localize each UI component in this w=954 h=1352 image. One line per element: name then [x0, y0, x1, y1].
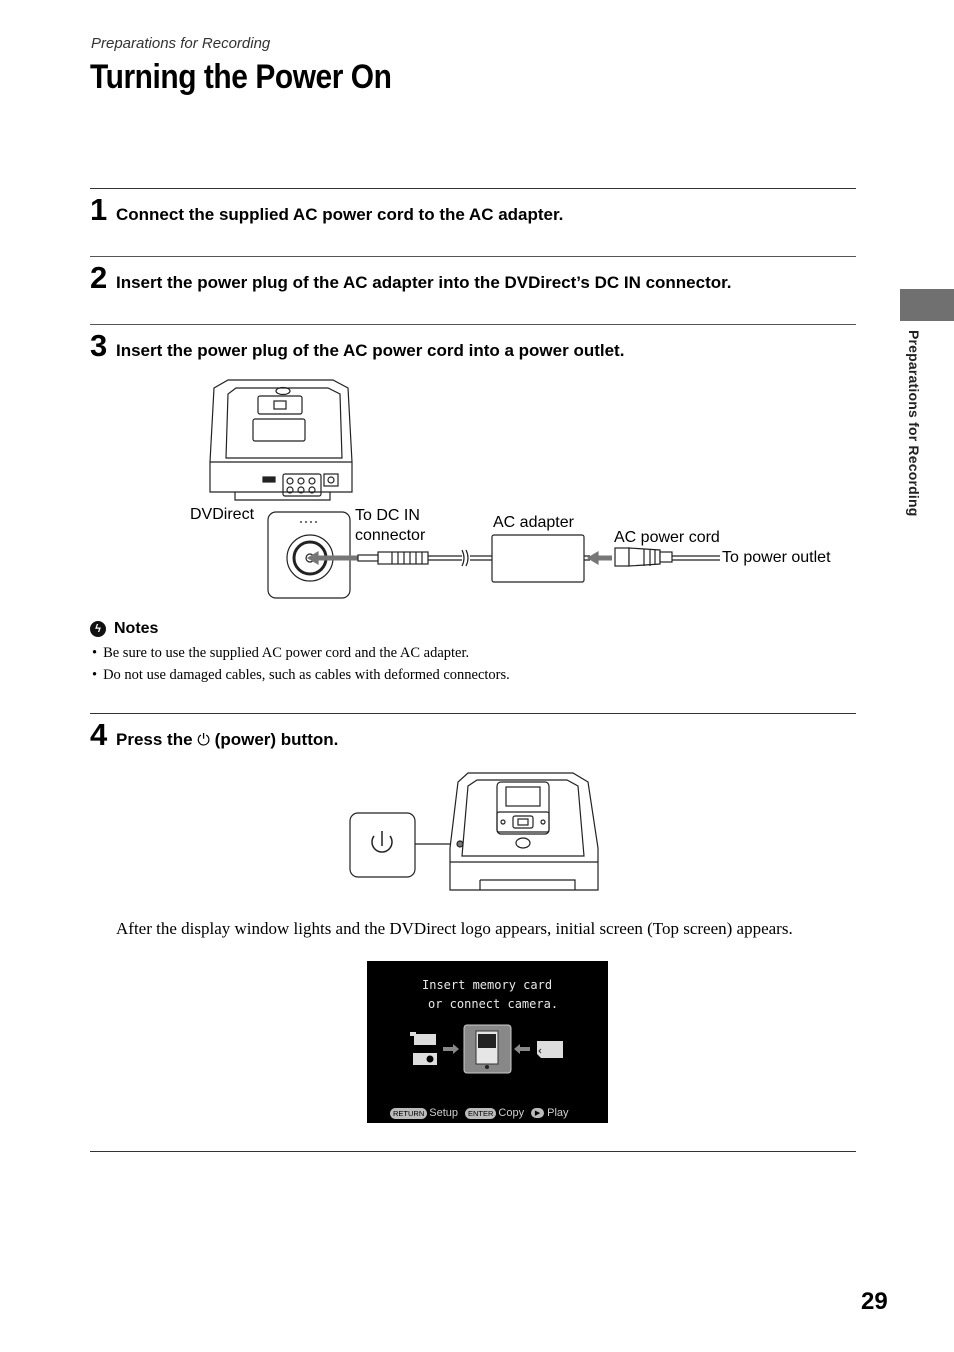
step-4	[90, 717, 338, 753]
step-divider	[90, 713, 856, 714]
step-divider	[90, 256, 856, 257]
note-item	[92, 645, 469, 662]
step-text-before: Press the	[116, 730, 193, 749]
copy-label: Copy	[498, 1107, 525, 1119]
play-key-icon: ▶	[531, 1108, 544, 1118]
step-text-after: (power) button.	[214, 730, 339, 749]
notes-icon: ϟ	[90, 621, 106, 637]
step-text: Insert the power plug of the AC power cord into a power outlet.	[116, 341, 625, 360]
setup-label: Setup	[429, 1107, 458, 1119]
power-button-illustration	[345, 768, 605, 904]
section-label: Preparations for Recording	[91, 35, 271, 52]
screen-footer	[390, 1107, 569, 1119]
step-divider	[90, 188, 856, 189]
ac-power-cord-label: AC power cord	[614, 529, 720, 546]
power-icon: ⏻	[197, 730, 210, 749]
side-tab-label: Preparations for Recording	[906, 330, 922, 517]
bottom-divider	[90, 1151, 856, 1152]
step-number: 4	[90, 717, 108, 752]
step-divider	[90, 324, 856, 325]
note-text: Do not use damaged cables, such as cables with deformed connectors.	[103, 667, 510, 683]
connection-illustration	[185, 372, 730, 607]
bullet-icon: •	[92, 645, 98, 661]
dvdirect-label: DVDirect	[190, 506, 255, 523]
step-text: Insert the power plug of the AC adapter into the DVDirect’s DC IN connector.	[116, 273, 732, 292]
step-text: Connect the supplied AC power cord to the AC adapter.	[116, 205, 564, 224]
step-number: 3	[90, 328, 108, 363]
step-number: 1	[90, 192, 108, 227]
step-2	[90, 260, 732, 296]
page-number: 29	[861, 1288, 888, 1315]
power-outlet-label: To power outlet	[722, 549, 831, 566]
page-title: Turning the Power On	[90, 58, 392, 96]
notes-heading-text: Notes	[114, 620, 159, 637]
note-text: Be sure to use the supplied AC power cord and the AC adapter.	[103, 645, 470, 661]
play-label: Play	[547, 1107, 569, 1119]
camcorder-icon	[414, 1034, 436, 1045]
notes-heading	[90, 620, 158, 638]
screen-line-1: Insert memory card	[422, 978, 553, 992]
step-number: 2	[90, 260, 108, 295]
screen-line-2: or connect camera.	[428, 997, 559, 1011]
step-text	[116, 730, 338, 750]
screen-graphics	[367, 961, 608, 1123]
note-item	[92, 667, 510, 684]
enter-key-icon: ENTER	[465, 1108, 496, 1119]
dc-in-label: To DC IN	[355, 507, 420, 524]
side-tab-marker	[900, 289, 954, 321]
step-1	[90, 192, 563, 228]
dc-in-label-line2: connector	[355, 527, 426, 544]
bullet-icon: •	[92, 667, 98, 683]
return-key-icon: RETURN	[390, 1108, 427, 1119]
after-text: After the display window lights and the DVDirect logo appears, initial screen (Top screen) appears.	[116, 919, 793, 938]
top-screen	[367, 961, 608, 1123]
step-3	[90, 328, 624, 364]
ac-adapter-label: AC adapter	[493, 514, 574, 531]
